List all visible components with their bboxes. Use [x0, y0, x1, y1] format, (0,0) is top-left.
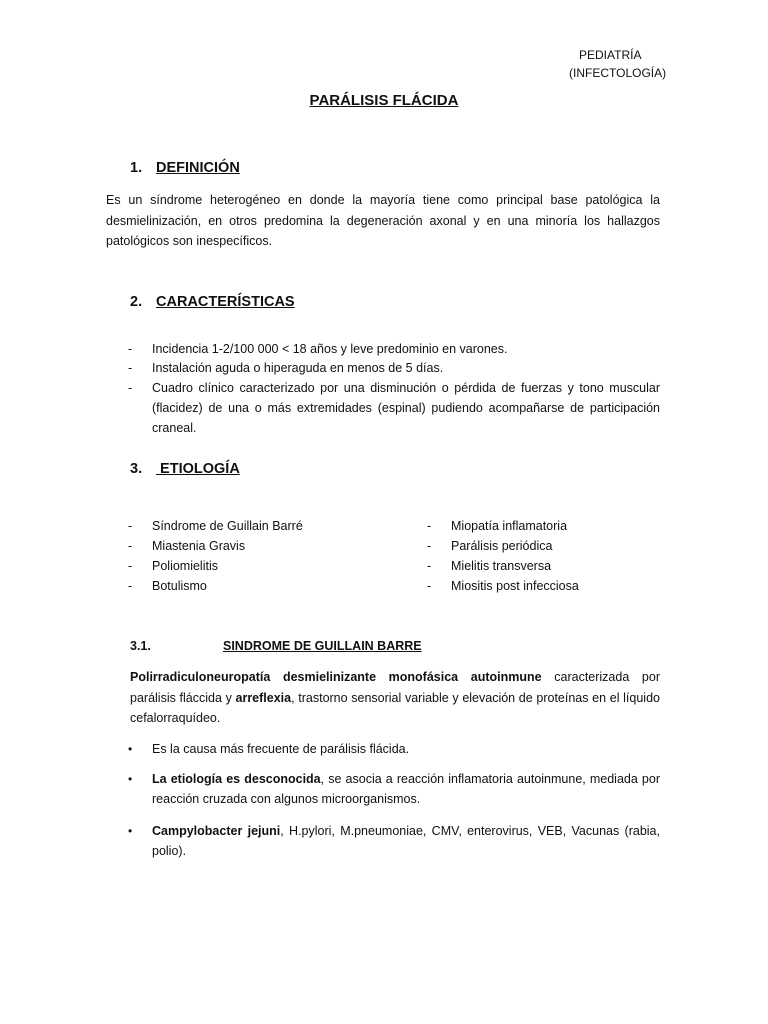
- dash-marker: -: [427, 519, 432, 533]
- section-title: ETIOLOGÍA: [156, 461, 240, 477]
- bullet-text: , se asocia a reacción inflamatoria autoinmune, mediada por reacción cruzada con algunos microorganismos.: [152, 772, 660, 806]
- bullet-text: , H.pylori, M.pneumoniae, CMV, enterovirus, VEB, Vacunas (rabia, polio).: [152, 824, 660, 858]
- list-item: [128, 358, 668, 378]
- bullet-marker: •: [128, 824, 133, 838]
- dash-marker: -: [128, 342, 133, 356]
- section-number: 3.: [130, 461, 143, 477]
- dash-marker: -: [427, 559, 432, 573]
- page-title: PARÁLISIS FLÁCIDA: [309, 92, 459, 109]
- list-item: [128, 556, 408, 576]
- subsection-number: 3.1.: [130, 639, 151, 653]
- list-item: [128, 821, 663, 863]
- dash-marker: -: [427, 579, 432, 593]
- list-item-text: Miositis post infecciosa: [451, 579, 579, 593]
- dash-marker: -: [128, 539, 133, 553]
- list-item-text: Síndrome de Guillain Barré: [152, 519, 303, 533]
- list-item: [427, 536, 667, 556]
- list-item: [128, 536, 408, 556]
- header-subdept: (INFECTOLOGÍA): [569, 66, 667, 80]
- list-item: [128, 739, 663, 759]
- dash-marker: -: [128, 579, 133, 593]
- guillain-intro-paragraph: [130, 667, 660, 729]
- list-item: [427, 516, 667, 536]
- list-item: [427, 576, 667, 596]
- intro-bold-term: Polirradiculoneuropatía desmielinizante monofásica autoinmune: [130, 670, 542, 684]
- bullet-bold-term: La etiología es desconocida: [152, 772, 321, 786]
- list-item-text: Poliomielitis: [152, 559, 218, 573]
- intro-text: caracterizada por parálisis fláccida y: [130, 670, 660, 705]
- section-definicion-heading: [130, 160, 240, 176]
- list-item-text: Instalación aguda o hiperaguda en menos de 5 días.: [152, 361, 444, 375]
- dash-marker: -: [427, 539, 432, 553]
- dash-marker: -: [128, 381, 133, 395]
- list-item-text: [152, 821, 660, 861]
- dash-marker: -: [128, 361, 133, 375]
- intro-bold-term: arreflexia: [235, 690, 292, 705]
- header-dept: PEDIATRÍA: [579, 48, 642, 62]
- bullet-bold-term: Campylobacter jejuni: [152, 824, 281, 838]
- list-item-text: Mielitis transversa: [451, 559, 552, 573]
- list-item-text: Miastenia Gravis: [152, 539, 246, 553]
- intro-text: , trastorno sensorial variable y elevación de proteínas en el líquido cefalorraquídeo.: [130, 690, 660, 725]
- section-title: DEFINICIÓN: [156, 160, 240, 176]
- list-item: [128, 769, 663, 811]
- list-item: [128, 378, 668, 438]
- list-item-text: Es la causa más frecuente de parálisis flácida.: [152, 742, 410, 756]
- list-item: [427, 556, 667, 576]
- dash-marker: -: [128, 559, 133, 573]
- list-item-text: Parálisis periódica: [451, 539, 553, 553]
- list-item-text: Cuadro clínico caracterizado por una disminución o pérdida de fuerzas y tono muscular (flacidez) de una o más extremidades (espinal) pudiendo acompañarse de participación craneal.: [152, 381, 660, 435]
- subsection-title: SINDROME DE GUILLAIN BARRE: [223, 639, 422, 653]
- list-item-text: Botulismo: [152, 579, 207, 593]
- list-item: [128, 339, 668, 359]
- list-item-text: Incidencia 1-2/100 000 < 18 años y leve predominio en varones.: [152, 342, 508, 356]
- list-item-text: Miopatía inflamatoria: [451, 519, 568, 533]
- dash-marker: -: [128, 519, 133, 533]
- section-number: 1.: [130, 160, 143, 176]
- list-item: [128, 576, 408, 596]
- definicion-paragraph: Es un síndrome heterogéneo en donde la mayoría tiene como principal base patológica la desmielinización, en otros predomina la degeneración axonal y en una minoría los hallazgos patológicos son inespecíficos.: [106, 193, 660, 248]
- section-etiologia-heading: [130, 461, 240, 477]
- section-caracteristicas-heading: [130, 294, 295, 310]
- section-title: CARACTERÍSTICAS: [156, 294, 295, 310]
- list-item-text: [152, 769, 660, 809]
- section-number: 2.: [130, 294, 143, 310]
- bullet-marker: •: [128, 742, 133, 756]
- bullet-marker: •: [128, 772, 133, 786]
- list-item: [128, 516, 408, 536]
